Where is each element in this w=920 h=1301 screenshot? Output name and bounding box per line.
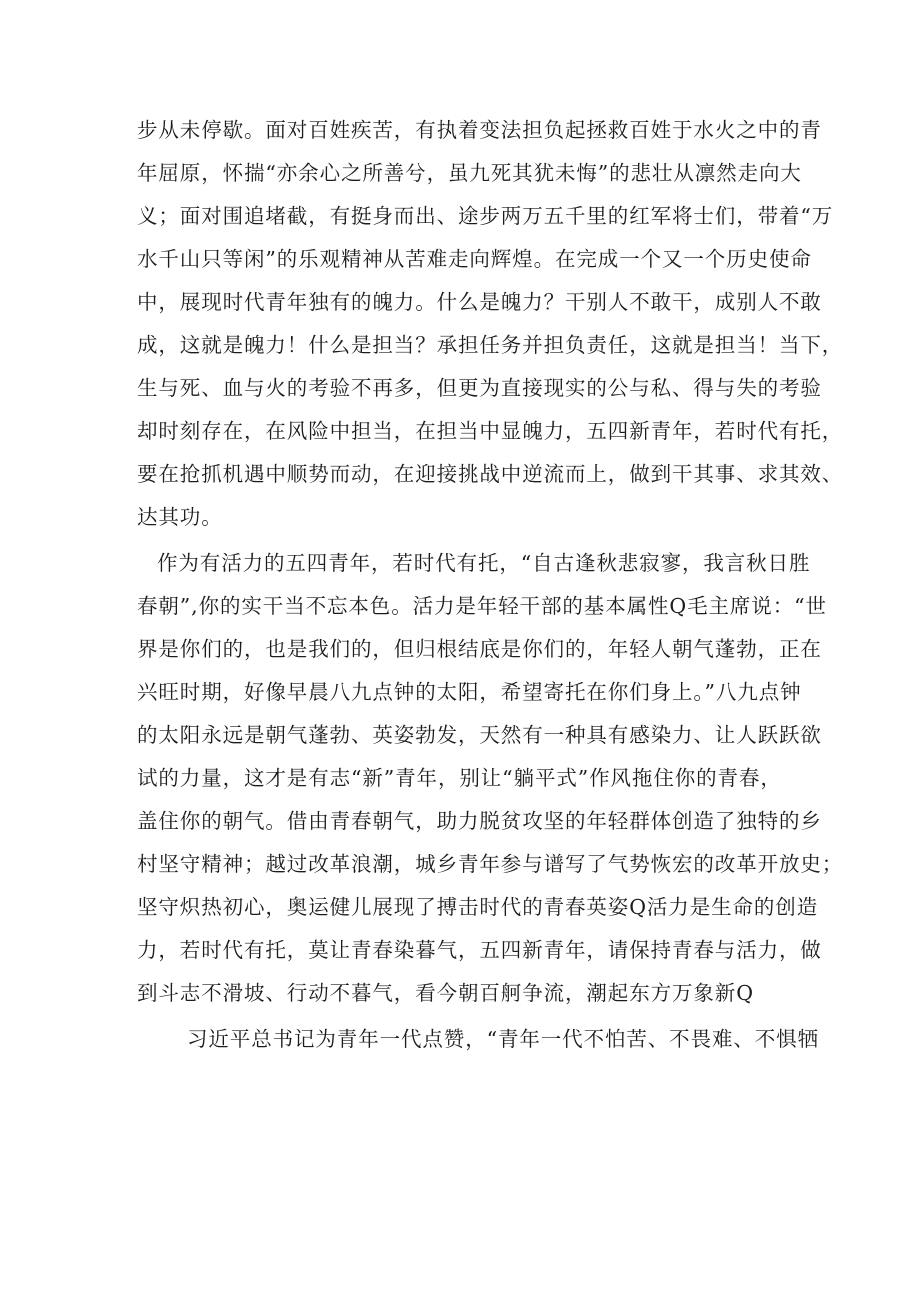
paragraph-2-line-2: 春朝”,你的实干当不忘本色。活力是年轻干部的基本属性Q毛主席说：“世 [137, 594, 827, 618]
paragraph-1-line-5: 中，展现时代青年独有的魄力。什么是魄力？干别人不敢干，成别人不敢 [137, 290, 822, 314]
paragraph-1-line-6: 成，这就是魄力！什么是担当？承担任务并担负责任，这就是担当！当下， [137, 333, 844, 357]
paragraph-2-line-4: 兴旺时期，好像早晨八九点钟的太阳，希望寄托在你们身上。”八九点钟 [137, 680, 802, 704]
paragraph-2-line-5: 的太阳永远是朝气蓬勃、英姿勃发，天然有一种具有感染力、让人跃跃欲 [137, 723, 822, 747]
paragraph-1-line-8: 却时刻存在，在风险中担当，在担当中显魄力，五四新青年，若时代有托， [137, 419, 844, 443]
paragraph-1-line-7: 生与死、血与火的考验不再多，但更为直接现实的公与私、得与失的考验 [137, 376, 822, 400]
paragraph-2-line-7: 盖住你的朝气。借由青春朝气，助力脱贫攻坚的年轻群体创造了独特的乡 [137, 809, 822, 833]
paragraph-1-line-3: 义；面对围追堵截，有挺身而出、途步两万五千里的红军将士们，带着“万 [137, 204, 834, 228]
paragraph-3-line-1: 习近平总书记为青年一代点赞，“青年一代不怕苦、不畏难、不惧牺 [187, 1027, 819, 1051]
paragraph-2-line-9: 坚守炽热初心，奥运健儿展现了搏击时代的青春英姿Q活力是生命的创造 [137, 895, 819, 919]
paragraph-1-line-4: 水千山只等闲”的乐观精神从苦难走向辉煌。在完成一个又一个历史使命 [137, 247, 812, 271]
paragraph-2-line-3: 界是你们的，也是我们的，但归根结底是你们的，年轻人朝气蓬勃，正在 [137, 637, 822, 661]
paragraph-2-line-10: 力，若时代有托，莫让青春染暮气，五四新青年，请保持青春与活力，做 [137, 938, 822, 962]
paragraph-1-line-9: 要在抢抓机遇中顺势而动，在迎接挑战中逆流而上，做到干其事、求其效、 [137, 462, 844, 486]
paragraph-1-line-10: 达其功。 [137, 505, 223, 529]
paragraph-2-line-1: 作为有活力的五四青年，若时代有托，“自古逢秋悲寂寥，我言秋日胜 [157, 551, 811, 575]
paragraph-2-line-6: 试的力量，这才是有志“新”青年，别让“躺平式”作风拖住你的青春， [137, 766, 782, 790]
paragraph-2-line-8: 村坚守精神；越过改革浪潮，城乡青年参与谱写了气势恢宏的改革开放史； [137, 852, 844, 876]
paragraph-2-line-11: 到斗志不滑坡、行动不暮气，看今朝百舸争流，潮起东方万象新Q [137, 981, 754, 1005]
paragraph-1-line-2: 年屈原，怀揣“亦余心之所善兮，虽九死其犹未悔”的悲壮从凛然走向大 [137, 161, 802, 185]
paragraph-1-line-1: 步从未停歇。面对百姓疾苦，有执着变法担负起拯救百姓于水火之中的青 [137, 118, 822, 142]
